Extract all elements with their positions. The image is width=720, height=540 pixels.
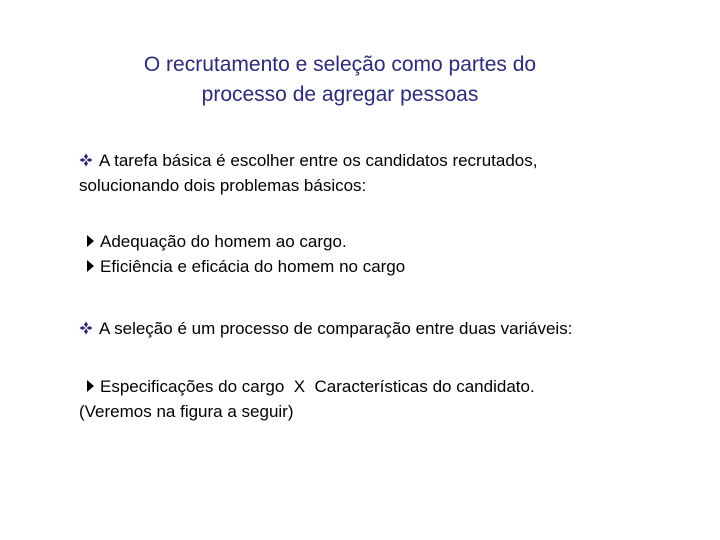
- paragraph-task-line-1: [79, 148, 537, 173]
- diamond-bullet-icon: [79, 321, 93, 335]
- list-item: [79, 229, 405, 254]
- paragraph-selection-line: [79, 316, 572, 341]
- arrow-bullet-icon: [85, 234, 95, 248]
- list-item: [79, 374, 535, 399]
- title-line-2: processo de agregar pessoas: [201, 83, 479, 106]
- list-item-text: Adequação do homem ao cargo.: [100, 232, 347, 251]
- slide-title: [60, 50, 620, 110]
- list-item-continuation: (Veremos na figura a seguir): [79, 402, 294, 421]
- diamond-bullet-icon: [79, 153, 93, 167]
- title-line-1: O recrutamento e seleção como partes do: [143, 53, 537, 76]
- paragraph-task: [79, 148, 537, 198]
- paragraph-selection-text: A seleção é um processo de comparação entre duas variáveis:: [99, 319, 573, 338]
- list-item-text: Especificações do cargo X Características do candidato.: [100, 377, 535, 396]
- arrow-bullet-icon: [85, 379, 95, 393]
- arrow-bullet-icon: [85, 259, 95, 273]
- sub-list-problems: [79, 229, 405, 279]
- list-item-text: Eficiência e eficácia do homem no cargo: [100, 257, 406, 276]
- paragraph-task-text-2: solucionando dois problemas básicos:: [79, 176, 367, 195]
- sub-list-comparison: [79, 374, 535, 424]
- list-item: [79, 254, 405, 279]
- paragraph-selection: [79, 316, 572, 341]
- paragraph-task-text-1: A tarefa básica é escolher entre os candidatos recrutados,: [99, 151, 538, 170]
